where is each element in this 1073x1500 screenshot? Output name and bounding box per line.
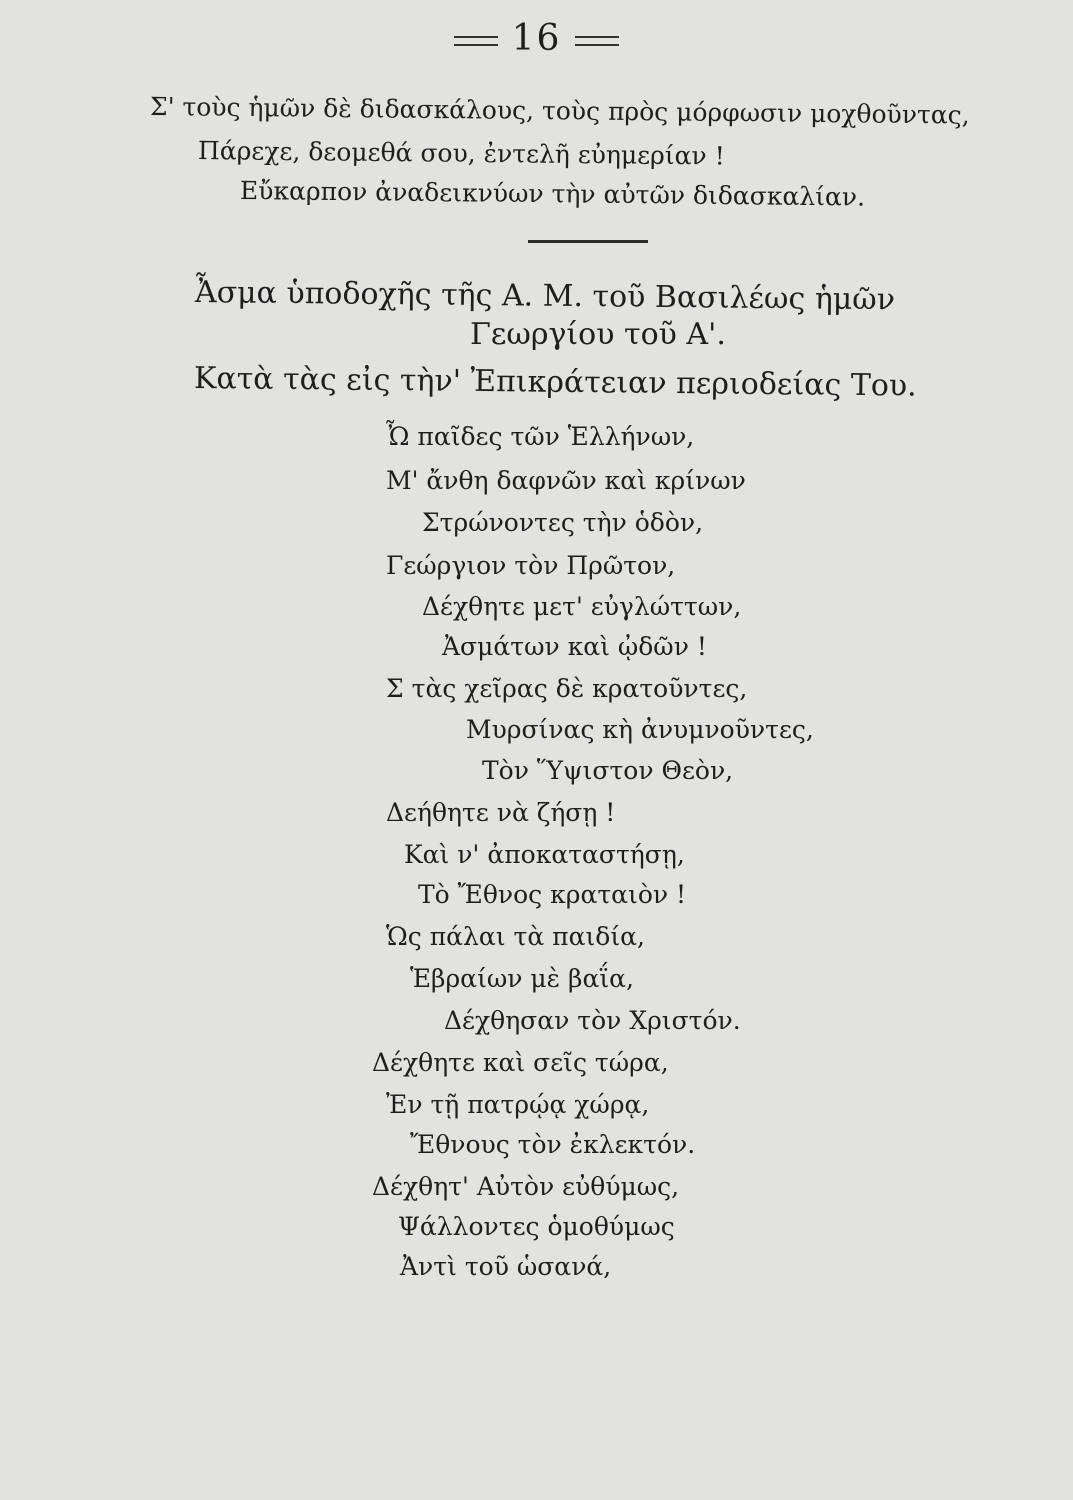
poem-line: Ἀσμάτων καὶ ᾠδῶν ! — [442, 632, 707, 661]
poem-line: Ἑβραίων μὲ βαΐα, — [410, 964, 634, 993]
song-title-line-2: Γεωργίου τοῦ Α'. — [470, 317, 726, 352]
poem-line: Ἔθνους τὸν ἐκλεκτόν. — [410, 1130, 696, 1159]
poem-line: Δέχθητε καὶ σεῖς τώρα, — [372, 1048, 669, 1077]
intro-line: Πάρεχε, δεομεθά σου, ἐντελῆ εὐημερίαν ! — [197, 136, 725, 171]
poem-line: Ἐν τῇ πατρῴᾳ χώρᾳ, — [386, 1090, 650, 1119]
poem-line: Γεώργιον τὸν Πρῶτον, — [386, 551, 676, 580]
poem-line: Στρώνοντες τὴν ὁδὸν, — [422, 508, 704, 537]
poem-line: Τὸν Ὕψιστον Θεὸν, — [482, 756, 734, 785]
poem-line: Ὡς πάλαι τὰ παιδία, — [386, 922, 645, 951]
poem-line: Καὶ ν' ἀποκαταστήσῃ, — [404, 840, 685, 869]
page-number-rule-right — [575, 36, 619, 46]
poem-line: Τὸ Ἔθνος κραταιὸν ! — [418, 880, 687, 909]
intro-line: Εὔκαρπον ἀναδεικνύων τὴν αὐτῶν διδασκαλίαν. — [239, 176, 866, 212]
section-divider — [528, 240, 648, 243]
song-subtitle: Κατὰ τὰς εἰς τὴν' Ἐπικράτειαν περιοδείας Του. — [193, 361, 917, 404]
poem-line: Μυρσίνας κὴ ἀνυμνοῦντες, — [466, 715, 814, 744]
page-number — [0, 18, 1073, 59]
poem-line: Δέχθησαν τὸν Χριστόν. — [444, 1006, 741, 1035]
page-number-text: 16 — [511, 18, 562, 59]
poem-line: Μ' ἄνθη δαφνῶν καὶ κρίνων — [386, 466, 746, 495]
poem-line: Ἀντὶ τοῦ ὡσανά, — [400, 1252, 612, 1281]
poem-line: Δεήθητε νὰ ζήσῃ ! — [386, 798, 616, 827]
page-number-rule-left — [454, 36, 498, 46]
poem-line: Σ τὰς χεῖρας δὲ κρατοῦντες, — [386, 674, 748, 703]
song-title-line-1: Ἆσμα ὑποδοχῆς τῆς Α. Μ. τοῦ Βασιλέως ἡμῶν — [194, 275, 896, 318]
poem-line: Ψάλλοντες ὁμοθύμως — [398, 1212, 675, 1241]
poem-line: Ὦ παῖδες τῶν Ἑλλήνων, — [386, 422, 695, 451]
poem-line: Δέχθητ' Αὐτὸν εὐθύμως, — [372, 1172, 680, 1201]
intro-line: Σ' τοὺς ἡμῶν δὲ διδασκάλους, τοὺς πρὸς μόρφωσιν μοχθοῦντας, — [149, 92, 970, 130]
poem-line: Δέχθητε μετ' εὐγλώττων, — [422, 592, 742, 621]
